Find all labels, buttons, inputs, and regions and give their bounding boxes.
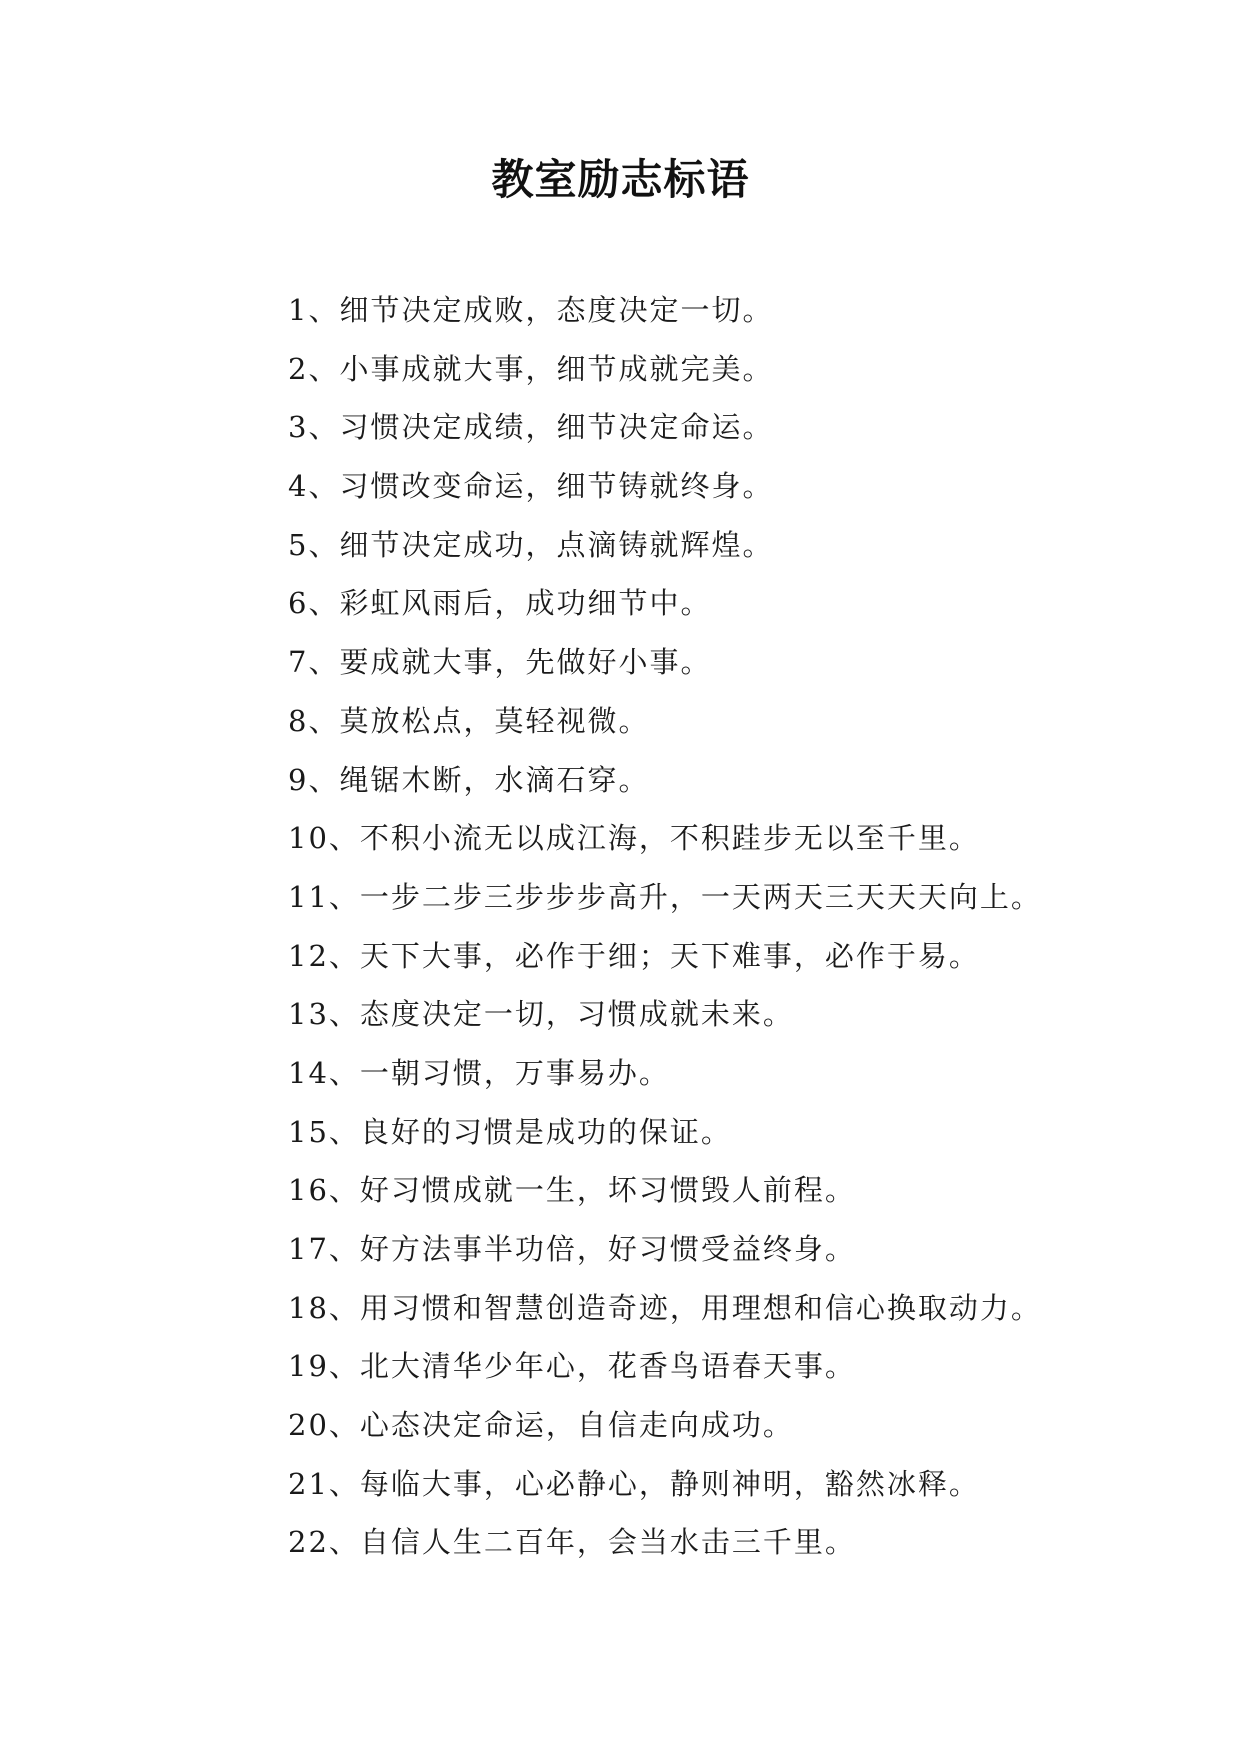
slogan-item: 18、用习惯和智慧创造奇迹，用理想和信心换取动力。 <box>288 1290 1042 1325</box>
slogan-item: 10、不积小流无以成江海，不积跬步无以至千里。 <box>288 821 980 856</box>
slogan-item: 13、态度决定一切，习惯成就未来。 <box>288 997 794 1032</box>
slogan-item: 11、一步二步三步步步高升，一天两天三天天天向上。 <box>288 879 1042 914</box>
slogan-item: 15、良好的习惯是成功的保证。 <box>288 1114 732 1149</box>
slogan-item: 19、北大清华少年心，花香鸟语春天事。 <box>288 1349 856 1384</box>
slogan-item: 17、好方法事半功倍，好习惯受益终身。 <box>288 1232 856 1266</box>
slogan-item: 12、天下大事，必作于细；天下难事，必作于易。 <box>288 938 980 973</box>
slogan-item: 5、细节决定成功，点滴铸就辉煌。 <box>288 527 774 562</box>
slogan-item: 20、心态决定命运，自信走向成功。 <box>288 1408 794 1443</box>
page-title: 教室励志标语 <box>491 155 750 204</box>
slogan-item: 22、自信人生二百年，会当水击三千里。 <box>288 1525 856 1560</box>
slogan-item: 14、一朝习惯，万事易办。 <box>288 1055 670 1090</box>
slogan-item: 3、习惯决定成绩，细节决定命运。 <box>288 410 774 445</box>
slogan-item: 1、细节决定成败，态度决定一切。 <box>288 293 774 327</box>
slogan-item: 6、彩虹风雨后，成功细节中。 <box>288 586 712 621</box>
slogan-item: 9、绳锯木断，水滴石穿。 <box>288 762 650 797</box>
slogan-item: 8、莫放松点，莫轻视微。 <box>288 703 650 738</box>
slogan-item: 4、习惯改变命运，细节铸就终身。 <box>288 469 774 504</box>
slogan-item: 21、每临大事，心必静心，静则神明，豁然冰释。 <box>288 1466 980 1501</box>
slogan-item: 7、要成就大事，先做好小事。 <box>288 645 712 680</box>
slogan-item: 2、小事成就大事，细节成就完美。 <box>288 351 774 386</box>
slogan-item: 16、好习惯成就一生，坏习惯毁人前程。 <box>288 1173 856 1208</box>
slogan-list <box>288 281 1042 1572</box>
